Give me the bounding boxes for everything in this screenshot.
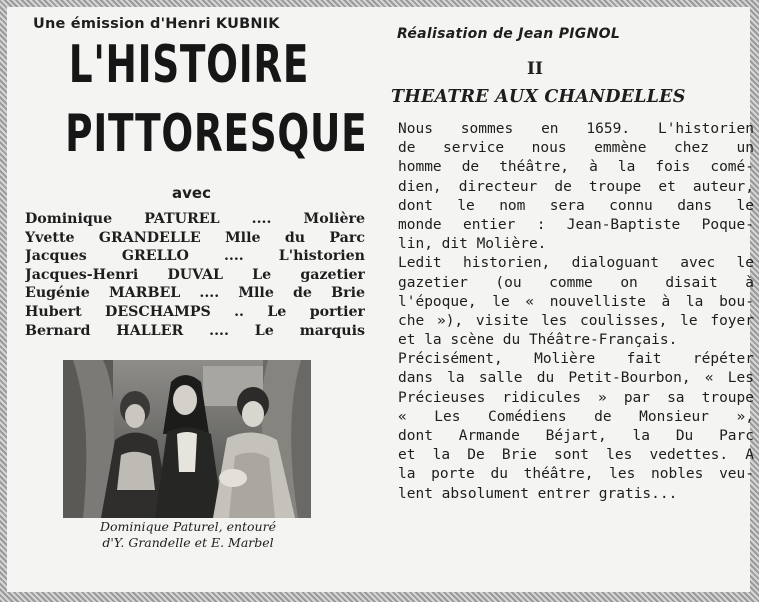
body-line: et la De Brie sont les vedettes. A [398, 447, 754, 464]
body-line: gazetier (ou comme on disait à [398, 274, 754, 291]
body-line: « Les Comédiens de Monsieur », [398, 408, 754, 425]
body-line: dont le nom sera connu dans le [398, 197, 754, 214]
cast-row: Jacques-Henri DUVAL Le gazetier [25, 266, 365, 283]
caption-line: Dominique Paturel, entouré [100, 519, 276, 534]
avec-label: avec [172, 184, 211, 202]
cast-row: Yvette GRANDELLE Mlle du Parc [25, 229, 365, 246]
body-line: Ledit historien, dialoguant avec le [398, 255, 754, 272]
realisation-credit: Réalisation de Jean PIGNOL [397, 26, 621, 42]
presenter-credit: Une émission d'Henri KUBNIK [33, 16, 280, 32]
body-line: la porte du théâtre, les nobles veu- [398, 466, 754, 483]
body-line: Nous sommes en 1659. L'historien [398, 121, 754, 137]
cast-row: Bernard HALLER .... Le marquis [25, 322, 365, 339]
magazine-page [7, 7, 754, 592]
body-line: lent absolument entrer gratis... [398, 485, 678, 502]
part-number: II [527, 59, 543, 79]
body-line: dont Armande Béjart, la Du Parc [398, 428, 754, 444]
body-line: Précisément, Molière fait répéter [398, 351, 754, 368]
cast-photo-illustration [63, 360, 311, 518]
cast-photo [63, 360, 311, 518]
body-line: dien, directeur de troupe et auteur, [398, 178, 754, 195]
body-line: l'époque, le « nouvelliste à la bou- [398, 293, 754, 310]
episode-title: THEATRE AUX CHANDELLES [391, 87, 686, 107]
caption-line: d'Y. Grandelle et E. Marbel [102, 534, 274, 550]
article-body [398, 120, 754, 504]
body-line: homme de théâtre, à la fois comé- [398, 159, 754, 176]
body-line: che »), visite les coulisses, le foyer [398, 312, 754, 329]
body-line: lin, dit Molière. [398, 236, 547, 253]
body-line: dans la salle du Petit-Bourbon, « Les [398, 370, 754, 387]
body-line: Précieuses ridicules » par sa troupe [398, 389, 754, 406]
cast-row: Jacques GRELLO .... L'historien [25, 248, 365, 265]
body-line: de service nous emmène chez un [398, 140, 754, 157]
title-line-2: PITTORESQUE [65, 104, 368, 164]
body-line: monde entier : Jean-Baptiste Poque- [398, 216, 754, 233]
cast-row: Eugénie MARBEL .... Mlle de Brie [25, 285, 365, 302]
cast-row: Dominique PATUREL .... Molière [25, 211, 365, 227]
cast-list [25, 210, 365, 340]
photo-caption [55, 519, 321, 550]
cast-row: Hubert DESCHAMPS .. Le portier [25, 303, 365, 320]
title-line-1: L'HISTOIRE [68, 35, 310, 95]
body-line: et la scène du Théâtre-Français. [398, 332, 678, 349]
